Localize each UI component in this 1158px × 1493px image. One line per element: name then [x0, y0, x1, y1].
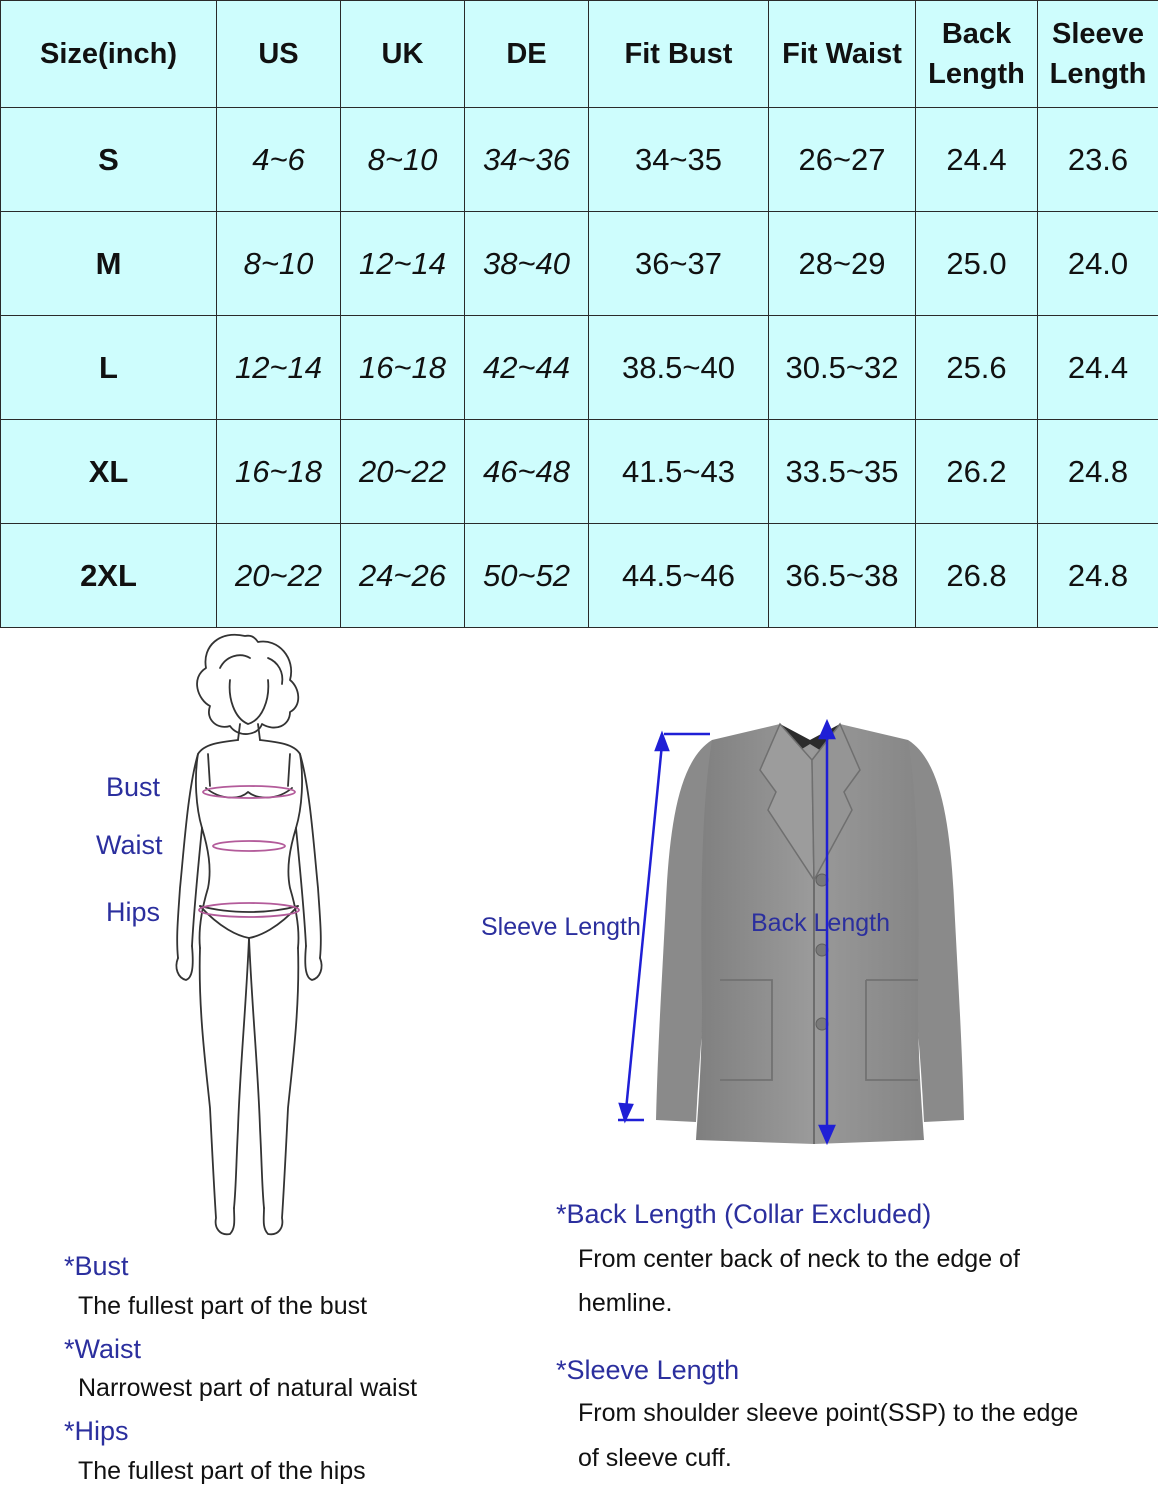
cell-sleeve-length: 24.0 — [1038, 212, 1158, 316]
note-back-length-text-2: hemline. — [578, 1281, 673, 1325]
cell-uk: 12~14 — [341, 212, 465, 316]
note-hips-heading: *Hips — [64, 1416, 129, 1447]
table-row — [1, 420, 1158, 524]
note-sleeve-length-text-1: From shoulder sleeve point(SSP) to the edge — [578, 1391, 1078, 1435]
table-row — [1, 316, 1158, 420]
cell-size: 2XL — [1, 524, 217, 628]
table-row — [1, 212, 1158, 316]
header-size: Size(inch) — [1, 1, 217, 108]
cell-sleeve-length: 24.8 — [1038, 420, 1158, 524]
cell-fit-bust: 41.5~43 — [589, 420, 769, 524]
body-outline-illustration — [150, 628, 380, 1248]
cell-fit-bust: 38.5~40 — [589, 316, 769, 420]
cell-us: 16~18 — [217, 420, 341, 524]
table-header-row — [1, 1, 1158, 108]
sleeve-length-label: Sleeve Length — [481, 913, 641, 942]
cell-back-length: 25.6 — [916, 316, 1038, 420]
cell-de: 50~52 — [465, 524, 589, 628]
cell-back-length: 26.8 — [916, 524, 1038, 628]
cell-us: 4~6 — [217, 108, 341, 212]
cell-de: 34~36 — [465, 108, 589, 212]
cell-size: XL — [1, 420, 217, 524]
cell-size: M — [1, 212, 217, 316]
header-uk: UK — [341, 1, 465, 108]
cell-back-length: 25.0 — [916, 212, 1038, 316]
cell-us: 12~14 — [217, 316, 341, 420]
table-row — [1, 524, 1158, 628]
table-row — [1, 108, 1158, 212]
note-hips-text: The fullest part of the hips — [78, 1449, 366, 1493]
bust-label: Bust — [106, 772, 160, 803]
cell-uk: 16~18 — [341, 316, 465, 420]
cell-size: S — [1, 108, 217, 212]
header-de: DE — [465, 1, 589, 108]
header-fit-waist: Fit Waist — [769, 1, 916, 108]
note-sleeve-length-heading: *Sleeve Length — [556, 1355, 739, 1386]
cell-sleeve-length: 23.6 — [1038, 108, 1158, 212]
cell-de: 42~44 — [465, 316, 589, 420]
cell-fit-waist: 33.5~35 — [769, 420, 916, 524]
cell-de: 46~48 — [465, 420, 589, 524]
cell-uk: 24~26 — [341, 524, 465, 628]
note-back-length-text-1: From center back of neck to the edge of — [578, 1237, 1020, 1281]
note-bust-heading: *Bust — [64, 1251, 129, 1282]
cell-back-length: 26.2 — [916, 420, 1038, 524]
note-bust-text: The fullest part of the bust — [78, 1284, 367, 1328]
cell-sleeve-length: 24.8 — [1038, 524, 1158, 628]
cell-uk: 8~10 — [341, 108, 465, 212]
header-sleeve-length: Sleeve Length — [1038, 1, 1158, 108]
header-back-length: Back Length — [916, 1, 1038, 108]
hips-label: Hips — [106, 897, 160, 928]
cell-de: 38~40 — [465, 212, 589, 316]
cell-sleeve-length: 24.4 — [1038, 316, 1158, 420]
cell-fit-waist: 36.5~38 — [769, 524, 916, 628]
note-sleeve-length-text-2: of sleeve cuff. — [578, 1436, 732, 1480]
cell-fit-bust: 36~37 — [589, 212, 769, 316]
cell-us: 20~22 — [217, 524, 341, 628]
note-waist-text: Narrowest part of natural waist — [78, 1366, 417, 1410]
cell-fit-waist: 26~27 — [769, 108, 916, 212]
cell-size: L — [1, 316, 217, 420]
cell-fit-bust: 34~35 — [589, 108, 769, 212]
cell-back-length: 24.4 — [916, 108, 1038, 212]
back-length-label: Back Length — [751, 909, 890, 938]
cell-fit-waist: 28~29 — [769, 212, 916, 316]
cell-us: 8~10 — [217, 212, 341, 316]
header-us: US — [217, 1, 341, 108]
cell-fit-bust: 44.5~46 — [589, 524, 769, 628]
size-chart-table — [0, 0, 1158, 628]
cell-uk: 20~22 — [341, 420, 465, 524]
waist-label: Waist — [96, 830, 163, 861]
note-waist-heading: *Waist — [64, 1334, 141, 1365]
header-fit-bust: Fit Bust — [589, 1, 769, 108]
note-back-length-heading: *Back Length (Collar Excluded) — [556, 1199, 931, 1230]
cell-fit-waist: 30.5~32 — [769, 316, 916, 420]
